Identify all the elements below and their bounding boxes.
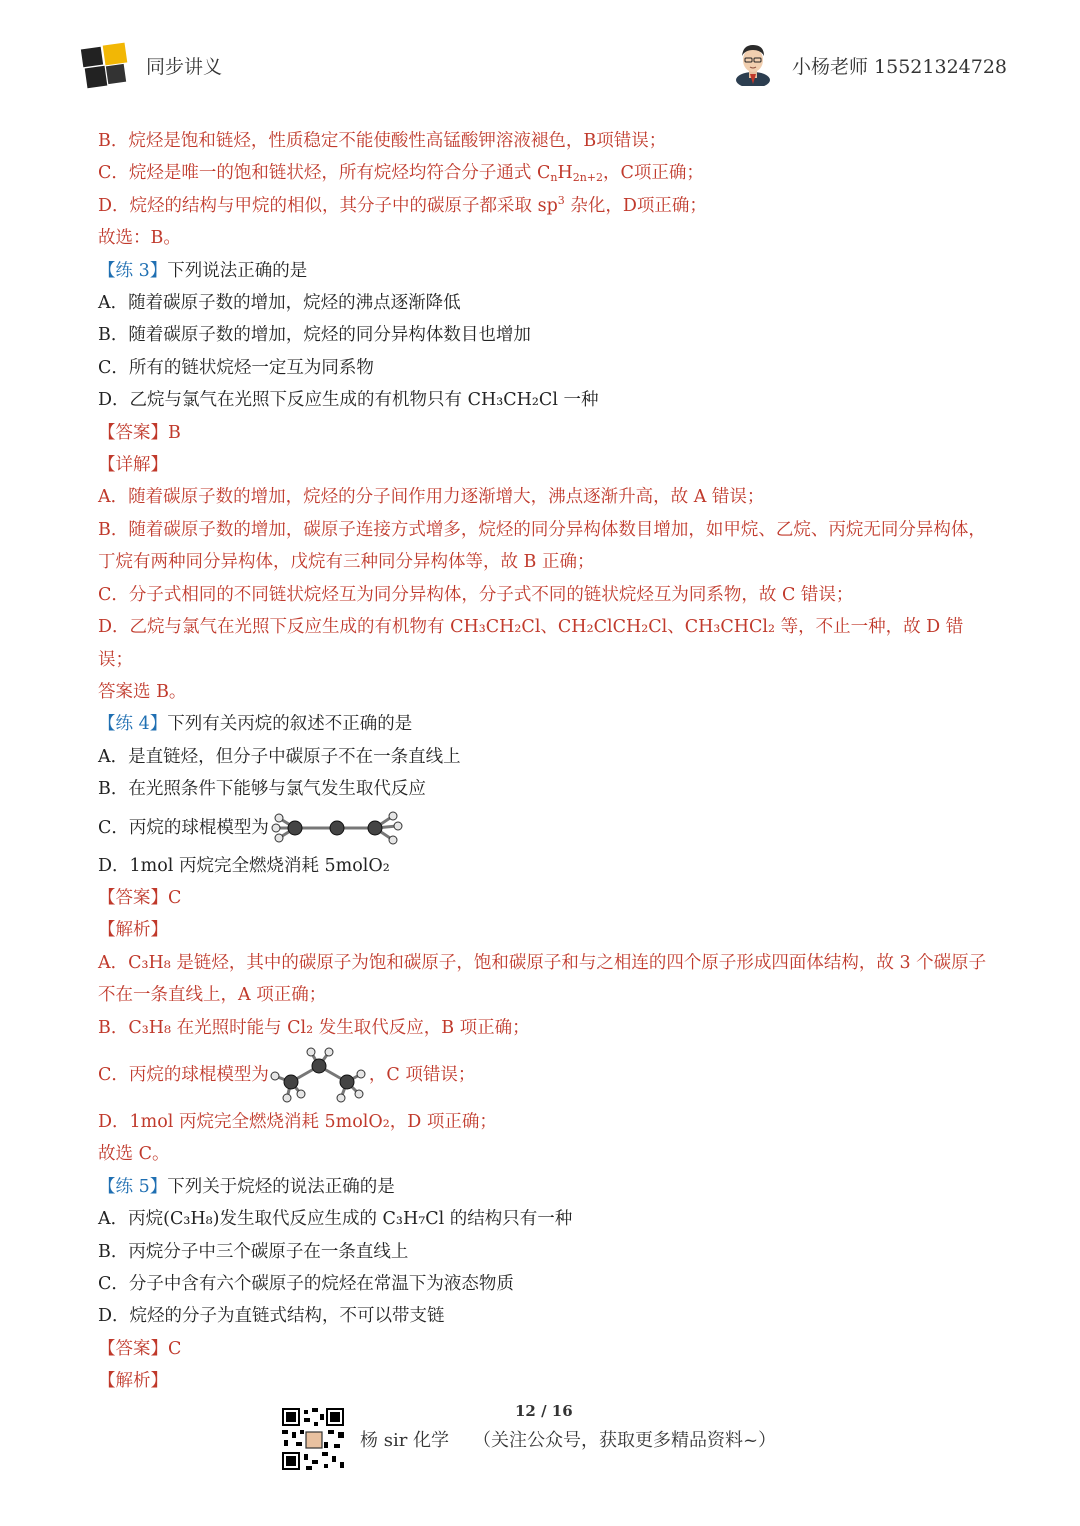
question-4-explanation-a: A．C₃H₈ 是链烃，其中的碳原子为饱和碳原子，饱和碳原子和与之相连的四个原子形成四面体结构，故 3 个碳原子不在一条直线上，A 项正确；	[98, 952, 987, 1006]
question-3-stem: 【练 3】下列说法正确的是	[98, 260, 308, 281]
question-3-explanation-tag: 【详解】	[98, 455, 168, 476]
zigzag-ball-stick-model-icon	[269, 1046, 369, 1104]
footer-note	[360, 1426, 776, 1452]
header-title: 同步讲义	[146, 56, 223, 78]
logo-icon	[80, 40, 134, 90]
question-4-explanation-c: C．丙烷的球棍模型为 ，C 项错误；	[98, 1044, 988, 1106]
question-4-option-b: B．在光照条件下能够与氯气发生取代反应	[98, 779, 426, 800]
question-3-option-b: B．随着碳原子数的增加，烷烃的同分异构体数目也增加	[98, 325, 531, 346]
question-4-explanation-tag: 【解析】	[98, 920, 168, 941]
question-4-conclusion: 故选 C。	[98, 1144, 170, 1165]
question-4-option-d: D．1mol 丙烷完全燃烧消耗 5molO₂	[98, 855, 390, 876]
question-3-explanation-b: B．随着碳原子数的增加，碳原子连接方式增多，烷烃的同分异构体数目增加，如甲烷、乙烷、丙烷无同分异构体，丁烷有两种同分异构体，戊烷有三种同分异构体等，故 B 正确；	[98, 519, 986, 573]
question-5-answer: 【答案】C	[98, 1338, 182, 1359]
question-3-option-d: D．乙烷与氯气在光照下反应生成的有机物只有 CH₃CH₂Cl 一种	[98, 390, 599, 411]
question-3-conclusion: 答案选 B。	[98, 681, 187, 702]
page-content	[98, 125, 988, 1398]
question-5-option-a: A．丙烷(C₃H₈)发生取代反应生成的 C₃H₇Cl 的结构只有一种	[98, 1209, 573, 1230]
question-3-explanation-a: A．随着碳原子数的增加，烷烃的分子间作用力逐渐增大，沸点逐渐升高，故 A 错误；	[98, 487, 765, 508]
footer-account: 杨 sir 化学	[360, 1430, 450, 1451]
question-3-explanation-d: D．乙烷与氯气在光照下反应生成的有机物有 CH₃CH₂Cl、CH₂ClCH₂Cl、CH₃CHCl₂ 等，不止一种，故 D 错误；	[98, 617, 964, 670]
question-3-option-c: C．所有的链状烷烃一定互为同系物	[98, 357, 374, 378]
linear-ball-stick-model-icon	[271, 808, 405, 848]
question-5-stem: 【练 5】下列关于烷烃的说法正确的是	[98, 1176, 395, 1197]
question-5-explanation-tag: 【解析】	[98, 1371, 168, 1392]
conclusion-line: 故选：B。	[98, 228, 181, 249]
question-3-explanation-c: C．分子式相同的不同链状烷烃互为同分异构体，分子式不同的链状烷烃互为同系物，故 C 错误；	[98, 584, 854, 605]
question-3-option-a: A．随着碳原子数的增加，烷烃的沸点逐渐降低	[98, 293, 461, 314]
question-4-answer: 【答案】C	[98, 887, 182, 908]
question-4-option-c: C．丙烷的球棍模型为	[98, 806, 988, 850]
page-number: 12 / 16	[515, 1402, 573, 1420]
question-4-explanation-d: D．1mol 丙烷完全燃烧消耗 5molO₂，D 项正确；	[98, 1111, 497, 1132]
question-3-answer: 【答案】B	[98, 422, 181, 443]
question-5-option-b: B．丙烷分子中三个碳原子在一条直线上	[98, 1241, 409, 1262]
teacher-contact: 小杨老师 15521324728	[792, 56, 1008, 78]
explanation-line-hybrid: D．烷烃的结构与甲烷的相似，其分子中的碳原子都采取 $sp^3$ 杂化，D项正确；	[98, 193, 707, 216]
explanation-line-formula: C．烷烃是唯一的饱和链状烃，所有烷烃均符合分子通式 $C_nH_{2n+2}$，C项正确；	[98, 163, 704, 185]
question-4-stem: 【练 4】下列有关丙烷的叙述不正确的是	[98, 714, 413, 735]
footer-slogan: （关注公众号，获取更多精品资料~）	[473, 1430, 777, 1451]
question-5-option-c: C．分子中含有六个碳原子的烷烃在常温下为液态物质	[98, 1274, 514, 1294]
explanation-line: B．烷烃是饱和链烃，性质稳定不能使酸性高锰酸钾溶液褪色，B项错误；	[98, 131, 667, 151]
question-5-option-d: D．烷烃的分子为直链式结构，不可以带支链	[98, 1306, 445, 1327]
qr-code-icon[interactable]	[280, 1406, 346, 1472]
teacher-avatar-icon	[733, 40, 773, 86]
question-4-option-a: A．是直链烃，但分子中碳原子不在一条直线上	[98, 746, 461, 767]
question-4-explanation-b: B．C₃H₈ 在光照时能与 Cl₂ 发生取代反应，B 项正确；	[98, 1017, 530, 1038]
